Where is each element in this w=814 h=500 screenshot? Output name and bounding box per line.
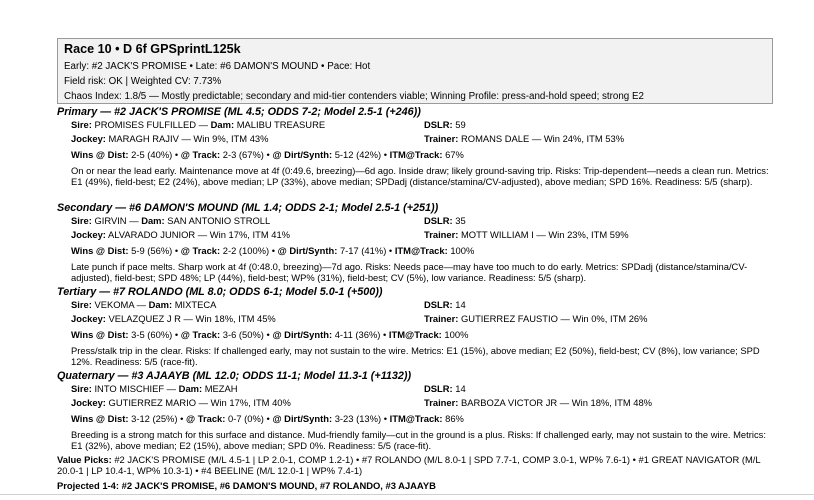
jockey-label: Jockey: <box>71 229 106 240</box>
at-track-label: @ Track: <box>180 245 221 256</box>
stats-row: Wins @ Dist: 2-5 (40%) • @ Track: 2-3 (67%) • @ Dirt/Synth: 5-12 (42%) • ITM@Track: 67% <box>71 149 464 160</box>
jockey-trainer-row <box>57 313 777 329</box>
page-bottom-divider <box>0 494 814 495</box>
dslr-value: 14 <box>455 299 466 310</box>
at-dirt-value: 3-23 (13%) <box>334 413 382 424</box>
at-dirt-value: 7-17 (41%) <box>339 245 387 256</box>
itm-track-label: ITM@Track: <box>389 149 443 160</box>
sire-label: Sire: <box>71 119 92 130</box>
at-dirt-label: @ Dirt/Synth: <box>272 149 333 160</box>
value-picks-label: Value Picks: <box>57 454 112 465</box>
jockey-label: Jockey: <box>71 313 106 324</box>
trainer-label: Trainer: <box>424 397 459 408</box>
at-dirt-label: @ Dirt/Synth: <box>272 413 333 424</box>
dam-value: MEZAH <box>204 383 238 394</box>
sire-label: Sire: <box>71 215 92 226</box>
at-dirt-label: @ Dirt/Synth: <box>277 245 338 256</box>
dslr-label: DSLR: <box>424 119 453 130</box>
pick-title: Quaternary — #3 AJAAYB (ML 12.0; ODDS 11-1; Model 11.3-1 (+1132)) <box>57 370 412 382</box>
pick-notes: Late punch if pace melts. Sharp work at 4f (0:48.0, breezing)—7d ago. Risks: Needs pace—may have too much to do early. Metrics: SPDadj (distance/stamina/CV-adjusted), field-best; SPD 48%; LP (44%), field-best; WP% (31%), field-best; CV (5%), low variance. Readiness: 5/5 (sharp). <box>71 261 748 284</box>
itm-track-label: ITM@Track: <box>394 245 448 256</box>
dslr <box>424 119 466 130</box>
jockey-value: ALVARADO JUNIOR — Win 17%, ITM 41% <box>108 229 290 240</box>
field-risk-line: Field risk: OK | Weighted CV: 7.73% <box>64 76 222 88</box>
sire-label: Sire: <box>71 383 92 394</box>
itm-track-value: 100% <box>450 245 475 256</box>
dslr <box>424 299 466 310</box>
at-track-value: 0-7 (0%) <box>227 413 264 424</box>
chaos-index-line: Chaos Index: 1.8/5 — Mostly predictable; secondary and mid-tier contenders viable; Winning Profile: press-and-hold speed; strong E2 <box>64 91 644 103</box>
pick-block-secondary <box>57 201 777 285</box>
pick-title: Primary — #2 JACK'S PROMISE (ML 4.5; ODDS 7-2; Model 2.5-1 (+246)) <box>57 106 421 118</box>
trainer-label: Trainer: <box>424 313 459 324</box>
wins-dist-value: 3-5 (60%) <box>131 329 173 340</box>
early-late-pace-line: Early: #2 JACK'S PROMISE • Late: #6 DAMON'S MOUND • Pace: Hot <box>64 61 371 72</box>
projected-text: #2 JACK'S PROMISE, #6 DAMON'S MOUND, #7 ROLANDO, #3 AJAAYB <box>121 479 436 491</box>
stats-row: Wins @ Dist: 3-5 (60%) • @ Track: 3-6 (50%) • @ Dirt/Synth: 4-11 (36%) • ITM@Track: 100% <box>71 329 469 340</box>
jockey-value: MARAGH RAJIV — Win 9%, ITM 43% <box>108 133 269 144</box>
dslr-label: DSLR: <box>424 299 453 310</box>
jockey-label: Jockey: <box>71 397 106 408</box>
dslr-value: 59 <box>455 119 466 130</box>
trainer-value: BARBOZA VICTOR JR — Win 18%, ITM 48% <box>461 397 653 408</box>
itm-track-label: ITM@Track: <box>388 329 442 340</box>
wins-dist-label: Wins @ Dist: <box>71 149 129 160</box>
sire-dam-row: Sire: GIRVIN — Dam: SAN ANTONIO STROLL DSLR: 35 <box>71 215 466 226</box>
jockey-value: VELAZQUEZ J R — Win 18%, ITM 45% <box>108 313 276 324</box>
trainer-label: Trainer: <box>424 229 459 240</box>
race-header-box <box>57 38 773 104</box>
at-dirt-value: 4-11 (36%) <box>334 329 381 340</box>
sire-label: Sire: <box>71 299 92 310</box>
pick-title: Secondary — #6 DAMON'S MOUND (ML 1.4; ODDS 2-1; Model 2.5-1 (+251)) <box>57 202 439 214</box>
pick-notes: On or near the lead early. Maintenance move at 4f (0:49.6, breezing)—6d ago. Inside draw; likely ground-saving trip. Risks: Trip-dependent—needs a clean run. Metrics: E1 (49%), field-best; E2 (24%), above median; LP (33%), above median; SPDadj (distance/stamina/CV-adjusted), above median; SPD 16%. Readiness: 5/5 (sharp). <box>71 165 769 188</box>
pick-block-primary <box>57 105 777 201</box>
pick-notes: Breeding is a strong match for this surface and distance. Mud-friendly family—cut in the ground is a plus. Risks: If challenged early, may not sustain to the wire. Metrics: E1 (32%), above median; E2 (15%), above median; SPD 0%. Readiness: 5/5 (race-fit). <box>71 429 766 452</box>
dam-label: Dam: <box>141 215 165 226</box>
picks-section <box>57 105 777 491</box>
dam-value: MIXTECA <box>174 299 217 310</box>
sire-dam-row: Sire: VEKOMA — Dam: MIXTECA DSLR: 14 <box>71 299 466 310</box>
trainer <box>424 397 652 408</box>
wins-dist-label: Wins @ Dist: <box>71 413 129 424</box>
at-dirt-label: @ Dirt/Synth: <box>272 329 333 340</box>
dslr-value: 14 <box>455 383 466 394</box>
jockey-trainer-row <box>57 133 777 149</box>
itm-track-label: ITM@Track: <box>389 413 443 424</box>
sire-dam-row: Sire: INTO MISCHIEF — Dam: MEZAH DSLR: 14 <box>71 383 466 394</box>
trainer-value: GUTIERREZ FAUSTIO — Win 0%, ITM 26% <box>461 313 648 324</box>
itm-track-value: 67% <box>445 149 464 160</box>
at-track-label: @ Track: <box>186 413 226 424</box>
dslr-label: DSLR: <box>424 383 453 394</box>
wins-dist-label: Wins @ Dist: <box>71 329 129 340</box>
jockey-value: GUTIERREZ MARIO — Win 17%, ITM 40% <box>108 397 291 408</box>
sire-value: PROMISES FULFILLED <box>94 119 197 130</box>
dam-label: Dam: <box>178 383 203 394</box>
dslr-label: DSLR: <box>424 215 453 226</box>
at-track-label: @ Track: <box>180 329 221 340</box>
dam-label: Dam: <box>148 299 173 310</box>
sire-value: VEKOMA <box>94 299 135 310</box>
itm-track-value: 86% <box>445 413 464 424</box>
stats-row: Wins @ Dist: 5-9 (56%) • @ Track: 2-2 (100%) • @ Dirt/Synth: 7-17 (41%) • ITM@Track: 100% <box>71 245 475 256</box>
at-track-label: @ Track: <box>180 149 221 160</box>
dam-value: MALIBU TREASURE <box>236 119 326 130</box>
dam-value: SAN ANTONIO STROLL <box>167 215 271 226</box>
jockey-trainer-row <box>57 397 777 413</box>
trainer-value: ROMANS DALE — Win 24%, ITM 53% <box>461 133 625 144</box>
trainer <box>424 133 624 144</box>
itm-track-value: 100% <box>444 329 469 340</box>
trainer <box>424 313 647 324</box>
dslr-value: 35 <box>455 215 466 226</box>
wins-dist-value: 3-12 (25%) <box>131 413 178 424</box>
dslr <box>424 383 466 394</box>
race-title: Race 10 • D 6f GPSprintL125k <box>64 42 241 56</box>
at-dirt-value: 5-12 (42%) <box>334 149 382 160</box>
wins-dist-label: Wins @ Dist: <box>71 245 129 256</box>
at-track-value: 3-6 (50%) <box>222 329 264 340</box>
pick-block-quaternary <box>57 369 777 453</box>
trainer-label: Trainer: <box>424 133 459 144</box>
at-track-value: 2-3 (67%) <box>222 149 264 160</box>
pick-notes: Press/stalk trip in the clear. Risks: If challenged early, may not sustain to the wire. Metrics: E1 (15%), above median; E2 (50%), field-best; CV (8%), low variance; SPD 12%. Readiness: 5/5 (race-fit). <box>71 345 760 368</box>
dslr <box>424 215 466 226</box>
stats-row: Wins @ Dist: 3-12 (25%) • @ Track: 0-7 (0%) • @ Dirt/Synth: 3-23 (13%) • ITM@Track: 86% <box>71 413 464 424</box>
wins-dist-value: 2-5 (40%) <box>131 149 173 160</box>
jockey-trainer-row <box>57 229 777 245</box>
dam-label: Dam: <box>210 119 235 130</box>
pick-block-tertiary <box>57 285 777 369</box>
value-picks <box>57 454 777 477</box>
wins-dist-value: 5-9 (56%) <box>131 245 173 256</box>
trainer-value: MOTT WILLIAM I — Win 23%, ITM 59% <box>461 229 629 240</box>
sire-dam-row: Sire: PROMISES FULFILLED — Dam: MALIBU TREASURE DSLR: 59 <box>71 119 466 130</box>
pick-title: Tertiary — #7 ROLANDO (ML 8.0; ODDS 6-1; Model 5.0-1 (+500)) <box>57 286 383 298</box>
value-picks-text: #2 JACK'S PROMISE (M/L 4.5-1 | LP 2.0-1, COMP 1.2-1) • #7 ROLANDO (M/L 8.0-1 | SPD 7.7-1, COMP 3.0-1, WP% 7.6-1) • #1 GREAT NAVIGATOR (M/L 20.0-1 | LP 10.4-1, WP% 10.3-1) • #4 BEELINE (M/L 12.0-1 | WP% 7.4-1) <box>57 454 761 477</box>
trainer <box>424 229 629 240</box>
projected-label: Projected 1-4: <box>57 479 119 491</box>
at-track-value: 2-2 (100%) <box>222 245 270 256</box>
sire-value: INTO MISCHIEF <box>94 383 165 394</box>
sire-value: GIRVIN <box>94 215 127 226</box>
jockey-label: Jockey: <box>71 133 106 144</box>
projected-order <box>57 480 777 491</box>
